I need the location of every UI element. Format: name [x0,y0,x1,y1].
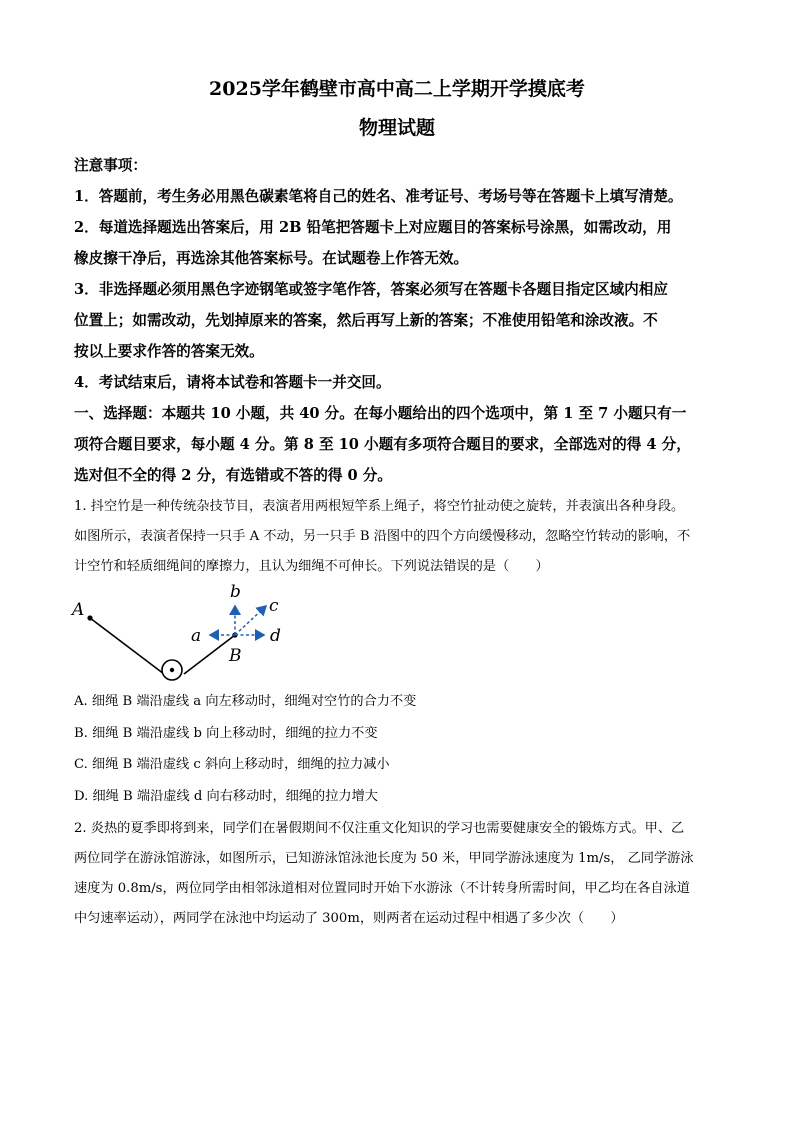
notes-line: 4．考试结束后，请将本试卷和答题卡一并交回。 [74,374,391,391]
label-c: c [269,596,279,616]
notes-section [74,150,734,491]
page-title: 2025学年鹤壁市高中高二上学期开学摸底考 [209,78,585,100]
question-line: 两位同学在游泳馆游泳，如图所示，已知游泳馆泳池长度为 50 米，甲同学游泳速度为 1m/s， 乙同学游泳 [74,851,694,866]
section-heading-line: 一、选择题：本题共 10 小题，共 40 分。在每小题给出的四个选项中，第 1 至 7 小题只有一 [74,405,687,422]
question-2-stem [74,814,734,934]
option-a: A. 细绳 B 端沿虚线 a 向左移动时，细绳对空竹的合力不变 [74,694,417,709]
question-line: 中匀速率运动），两同学在泳池中均运动了 300m，则两者在运动过程中相遇了多少次（ ） [74,911,624,926]
question-line: 2. 炎热的夏季即将到来，同学们在暑假期间不仅注重文化知识的学习也需要健康安全的锻炼方式。甲、乙 [74,821,685,836]
notes-line: 1．答题前，考生务必用黑色碳素笔将自己的姓名、准考证号、考场号等在答题卡上填写清楚。 [74,188,683,205]
option-c: C. 细绳 B 端沿虚线 c 斜向上移动时，细绳的拉力减小 [74,757,390,772]
option-b: B. 细绳 B 端沿虚线 b 向上移动时，细绳的拉力不变 [74,725,378,741]
page-subtitle: 物理试题 [358,117,435,139]
label-b: b [230,582,241,602]
question-line: 如图所示，表演者保持一只手 A 不动，另一只手 B 沿图中的四个方向缓慢移动，忽略空竹转动的影响，不 [74,529,691,544]
question-line: 计空竹和轻质细绳间的摩擦力，且认为细绳不可伸长。下列说法错误的是（ ） [74,559,549,574]
label-A: A [72,600,85,620]
kongzhu-figure [68,578,298,688]
rope-left [90,618,164,674]
question-line: 1. 抖空竹是一种传统杂技节目，表演者用两根短竿系上绳子，将空竹扯动使之旋转，并表演出各种身段。 [74,499,685,514]
notes-heading: 注意事项： [74,157,147,174]
question-1-stem [74,492,734,582]
notes-line: 2．每道选择题选出答案后，用 2B 铅笔把答题卡上对应题目的答案标号涂黑，如需改动，用 [74,219,672,236]
question-1-options [74,686,734,812]
label-B: B [229,646,242,666]
diabolo-center [170,668,174,672]
section-heading-line: 选对但不全的得 2 分，有选错或不答的得 0 分。 [74,467,392,484]
section-heading-line: 项符合题目要求，每小题 4 分。第 8 至 10 小题有多项符合题目的要求，全部选对的得 4 分， [74,436,691,453]
point-a-dot [87,615,92,620]
notes-line: 3．非选择题必须用黑色字迹钢笔或签字笔作答，答案必须写在答题卡各题目指定区域内相应 [74,281,668,298]
question-line: 速度为 0.8m/s，两位同学由相邻泳道相对位置同时开始下水游泳（不计转身所需时间，甲乙均在各自泳道 [74,881,690,896]
label-a: a [191,626,202,646]
notes-line: 按以上要求作答的答案无效。 [74,343,264,360]
arrow-c [235,606,266,635]
option-d: D. 细绳 B 端沿虚线 d 向右移动时，细绳的拉力增大 [74,788,378,804]
label-d: d [270,626,281,646]
notes-line: 橡皮擦干净后，再选涂其他答案标号。在试题卷上作答无效。 [74,250,469,267]
notes-line: 位置上；如需改动，先划掉原来的答案，然后再写上新的答案；不准使用铅笔和涂改液。不 [74,312,658,329]
